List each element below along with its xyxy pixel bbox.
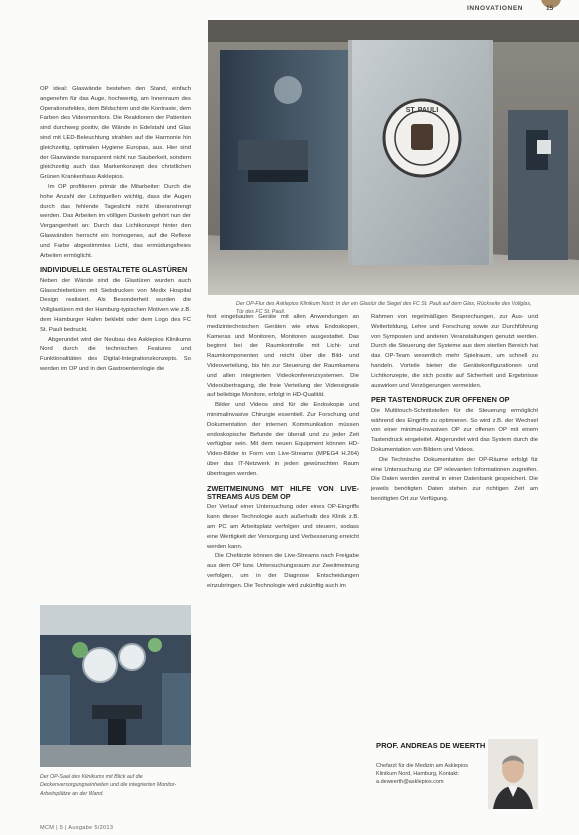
author-portrait bbox=[488, 739, 538, 809]
column-2-paragraph-4: Die Chefärzte können die Live-Streams nach Freigabe aus dem OP bzw. Untersuchungsraum zur Zweitmeinung verfolgen, um in der Diagnose Entscheidungen einzubringen. Die Technologie wird zukünftig auch im bbox=[207, 553, 359, 589]
column-1-heading: INDIVIDUELLE GESTALTETE GLASTÜREN bbox=[40, 265, 188, 275]
author-name: PROF. ANDREAS DE WEERTH bbox=[376, 741, 486, 750]
column-1-paragraph-2: Im OP profitieren primär die Mitarbeiter: Durch die hohe Anzahl der Lichtquellen wichtig, dass die Augen durch das fehlende Tageslicht nicht überanstrengt werden. Das Arbeiten im völligen Dunkeln gehört nun der Vergangenheit an: Durch das Lichtkonzept hinter den Glaswänden herrscht ein homogenes, auf die Reflexe und Farbe abgestimmtes Licht, das ermüdungsfreies Arbeiten ermöglicht. bbox=[40, 183, 191, 259]
column-3-paragraph-2: Die Multitouch-Schnittstellen für die Steuerung ermöglicht während des Eingriffs zu optimieren. So wird z.B. der Wechsel von einer minimal-invasiven OP zur offenen OP mit einem Tastendruck eingeleitet. Abgerundet wird das System durch die Dokumentation von Bildern und Videos. bbox=[371, 407, 538, 453]
column-2 bbox=[207, 313, 359, 592]
column-2-heading: ZWEITMEINUNG MIT HILFE VON LIVE-STREAMS AUS DEM OP bbox=[207, 483, 359, 501]
column-3 bbox=[371, 313, 538, 505]
section-label: INNOVATIONEN bbox=[467, 5, 524, 12]
author-info: Chefarzt für die Medizin am Asklepios Klinikum Nord, Hamburg, Kontakt: a.deweerth@asklepios.com bbox=[376, 763, 469, 786]
column-1-paragraph-3: Neben der Wände sind die Glastüren wurden auch Glasschiebetüren mit Siebdrucken von Medix Hospital Design realisiert. Als Besonderheit wurden die Vollglastüren mit der Hamburg-typischen Motiven wie z.B. dem Hamburger Hafen beklebt oder dem Logo des FC St. Pauli bedruckt. bbox=[40, 277, 191, 333]
column-3-paragraph-3: Die Technische Dokumentation der OP-Räume erfolgt für eine Untersuchung zur OP relevanten Informationen zugreifen. Die Daten werden zentral in einer Datenbank gespeichert. Die jeweils benötigten Daten stehen zur richtigen Zeit am benötigten Ort zur Verfügung. bbox=[371, 456, 538, 502]
corridor-illustration bbox=[208, 20, 579, 295]
operating-room-photo-caption: Der OP-Saal des Klinikums mit Blick auf die Deckenversorgungseinheiten und die integrierten Monitor-Arbeitsplätze an der Wand. bbox=[40, 774, 177, 797]
page-footer: MCM | 5 | Ausgabe 5/2013 bbox=[40, 825, 114, 831]
column-1-paragraph-1: OP ideal: Glaswände bestehen den Stand, einfach angenehm für das Auge, hochwertig, am Innenraum des Operationsfeldes, dem Bildschirm und die Kontraste, dem Farben des Videomonitors. Die Reaktionen der Patienten sind durchweg positiv, die Wände in Edelstahl und Glas sind mit LED-Beleuchtung strahlen auf die Harmonie hin gleichzeitig, optimalen Hygiene Europas, aus. Hier sind der Glaswände transparent nicht nur Sauberkeit, sondern gleichzeitig auch das Markenkonzept des christlichen Grünen Krankenhaus Asklepios. bbox=[40, 86, 191, 181]
column-3-paragraph-1: Rahmen von regelmäßigen Besprechungen, zur Aus- und Weiterbildung, Lehre und Forschung sowie zur Durchführung von Symposien und anderen Veranstaltungen genutzt werden. Durch die Steuerung der Systeme aus dem sterilen Bereich hat das OP-Team wesentlich mehr Spielraum, um schnell zu handeln. Vorteile bieten die Gerätekonfigurationen und Lichtkonzepte, die sich positiv auf Sicherheit und Ergebnisse auswirken und Verzögerungen vermeiden. bbox=[371, 314, 538, 389]
column-1-paragraph-4: Abgerundet wird der Neubau des Asklepios Klinikums Nord durch die technischen Features und Funktionalitäten des Digital-Integrationskonzepts. So werden im OP und in den Gastroenterologie die bbox=[40, 336, 191, 372]
column-2-paragraph-2: Bilder und Videos sind für die Endoskopie und minimalinvasive Chirurgie essentiell. Zur Forschung und Dokumentation der internen Kommunikation müssen endoskopische Befunde der überall und zu jeder Zeit verfügbar sein. Mit dem neuen Equipment können HD-Video-Bilder in Form von Live-Streams (MPEG4 H.264) über das IT-Netzwerk in jeden gewünschten Raum übertragen werden. bbox=[207, 402, 359, 477]
corridor-photo-caption: Der OP-Flur des Asklepios Klinikum Nord: In der ein Glastür die Siegel des FC St. Pauli auf dem Glas, Rückseite des Vollglas, Tür des FC St. Pauli. bbox=[236, 301, 532, 316]
author-box bbox=[371, 738, 538, 814]
column-1 bbox=[40, 85, 191, 375]
corridor-photo bbox=[208, 20, 579, 295]
column-2-paragraph-3: Der Verlauf einer Untersuchung oder eines OP-Eingriffs kann dieser Technologie auch außerhalb des Klinik z.B. am PC am Arbeitsplatz verfolgen und steuern, sodass eine Wertigkeit der Versorgung und Verbesserung erreicht werden kann. bbox=[207, 504, 359, 550]
portrait-illustration bbox=[488, 739, 538, 809]
door-logo-text: ST. PAULI bbox=[405, 107, 439, 114]
column-3-heading: PER TASTENDRUCK ZUR OFFENEN OP bbox=[371, 395, 510, 405]
page-number: 15 bbox=[546, 5, 554, 12]
operating-room-photo bbox=[40, 605, 191, 767]
operating-room-illustration bbox=[40, 605, 191, 767]
column-2-paragraph-1: fest eingebauten Geräte mit allen Anwendungen an medizintechnischen Geräten wie etwa Endoskopen, Kameras und Monitoren, Monitoren ausgestattet. Das beginnt bei der Raumkontrolle mit Licht- und Raumkomponenten und reicht über die Bild- und Videoverteilung, bis hin zur Steuerung der Raumkamera und allen integrierten Videokonferenzsystemen. Die Videoübertragung, die freie Verteilung der Videosignale auf beliebige Monitore, erfolgt in HD-Qualität. bbox=[207, 314, 359, 399]
